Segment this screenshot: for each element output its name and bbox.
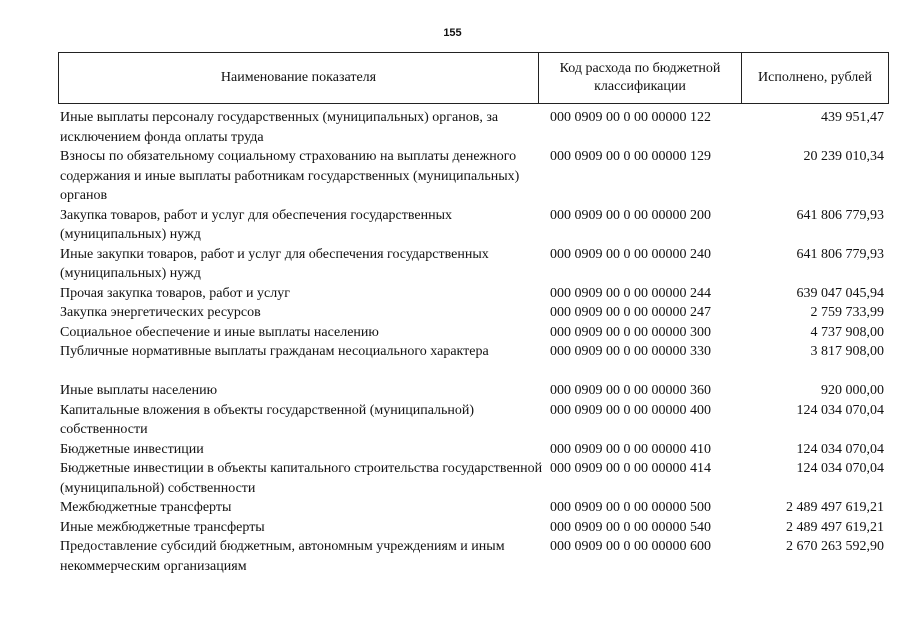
row-name: Закупка энергетических ресурсов (60, 305, 261, 320)
table-body (60, 108, 890, 576)
table-row (60, 440, 890, 460)
header-executed: Исполнено, рублей (758, 70, 872, 85)
row-name: Капитальные вложения в объекты государственной (муниципальной) собственности (60, 402, 475, 437)
row-code: 000 0909 00 0 00 00000 400 (550, 402, 711, 418)
table-row (60, 537, 890, 576)
row-name: Публичные нормативные выплаты гражданам несоциального характера (60, 344, 489, 359)
table-row (60, 323, 890, 343)
row-value: 641 806 779,93 (796, 246, 884, 262)
table-row (60, 498, 890, 518)
row-code: 000 0909 00 0 00 00000 300 (550, 324, 711, 340)
row-code: 000 0909 00 0 00 00000 330 (550, 344, 711, 359)
row-code: 000 0909 00 0 00 00000 600 (550, 539, 711, 554)
row-value: 20 239 010,34 (803, 149, 884, 164)
row-value: 124 034 070,04 (796, 402, 884, 418)
header-name: Наименование показателя (59, 53, 539, 103)
table-row (60, 147, 890, 206)
table-row (60, 459, 890, 498)
row-value: 2 670 263 592,90 (786, 539, 884, 554)
row-code: 000 0909 00 0 00 00000 360 (550, 383, 711, 398)
row-value: 124 034 070,04 (796, 441, 884, 457)
table-row (60, 303, 890, 323)
row-code: 000 0909 00 0 00 00000 500 (550, 500, 711, 515)
row-code: 000 0909 00 0 00 00000 200 (550, 207, 711, 223)
row-name: Иные выплаты персоналу государственных (муниципальных) органов, за исключением фонда оплаты труда (60, 110, 499, 145)
header-code: Код расхода по бюджетной классификации (539, 53, 742, 103)
row-name: Иные выплаты населению (60, 383, 218, 398)
page-number: 155 (443, 27, 462, 39)
row-code: 000 0909 00 0 00 00000 410 (550, 441, 711, 457)
row-value: 641 806 779,93 (796, 207, 884, 223)
table-row (60, 342, 890, 362)
row-value: 639 047 045,94 (796, 285, 884, 301)
row-name: Закупка товаров, работ и услуг для обеспечения государственных (муниципальных) нужд (60, 207, 453, 242)
row-name: Предоставление субсидий бюджетным, автономным учреждениям и иным некоммерческим организациям (60, 539, 505, 574)
row-code: 000 0909 00 0 00 00000 414 (550, 461, 711, 476)
table-header (58, 52, 889, 104)
row-name: Бюджетные инвестиции (60, 441, 204, 457)
row-code: 000 0909 00 0 00 00000 540 (550, 519, 711, 535)
row-value: 920 000,00 (821, 383, 884, 398)
table-row (60, 284, 890, 304)
row-code: 000 0909 00 0 00 00000 129 (550, 149, 711, 164)
row-name: Прочая закупка товаров, работ и услуг (60, 285, 290, 301)
row-value: 4 737 908,00 (810, 324, 884, 340)
row-code: 000 0909 00 0 00 00000 247 (550, 305, 711, 320)
row-value: 439 951,47 (821, 110, 884, 125)
row-value: 2 759 733,99 (810, 305, 884, 320)
table-row (60, 518, 890, 538)
table-row (60, 381, 890, 401)
row-value: 2 489 497 619,21 (786, 500, 884, 515)
row-code: 000 0909 00 0 00 00000 122 (550, 110, 711, 125)
row-code: 000 0909 00 0 00 00000 244 (550, 285, 711, 301)
row-name: Иные межбюджетные трансферты (60, 519, 265, 535)
row-name: Социальное обеспечение и иные выплаты населению (60, 324, 379, 340)
table-row (60, 401, 890, 440)
table-row (60, 245, 890, 284)
row-value: 2 489 497 619,21 (786, 519, 884, 535)
row-value: 3 817 908,00 (810, 344, 884, 359)
table-row (60, 108, 890, 147)
table-row (60, 206, 890, 245)
row-name: Межбюджетные трансферты (60, 500, 232, 515)
row-name: Иные закупки товаров, работ и услуг для обеспечения государственных (муниципальных) нужд (60, 246, 489, 281)
row-name: Бюджетные инвестиции в объекты капитального строительства государственной (муниципальной) собственности (60, 461, 543, 496)
row-value: 124 034 070,04 (796, 461, 884, 476)
row-code: 000 0909 00 0 00 00000 240 (550, 246, 711, 262)
row-name: Взносы по обязательному социальному страхованию на выплаты денежного содержания и иные выплаты работникам государственных (муниципальных) органов (60, 149, 520, 203)
